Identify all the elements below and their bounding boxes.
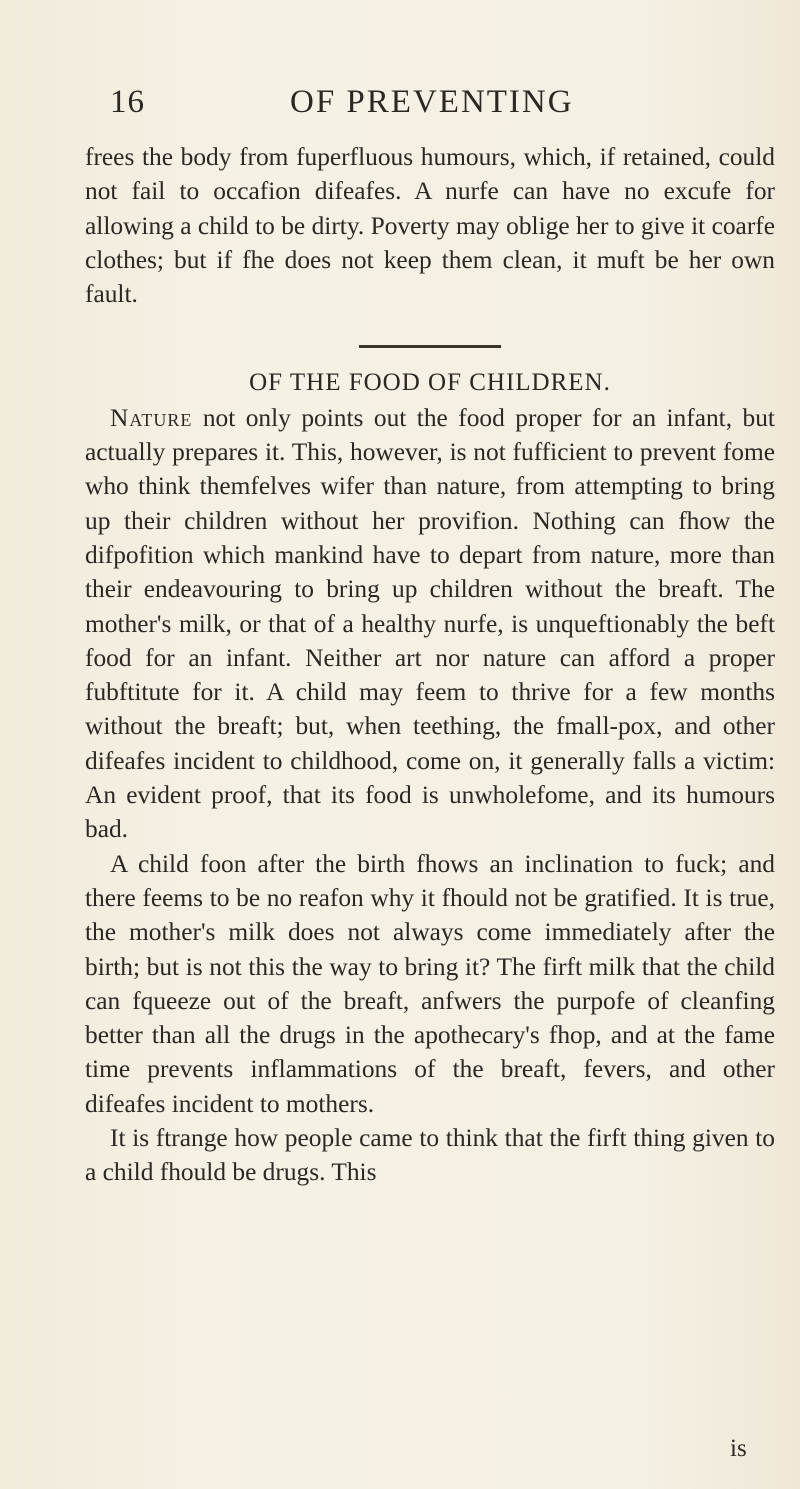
section-paragraph-3: It is ftrange how people came to think that the firft thing given to a child fhould be drugs. This [85,1124,775,1187]
section-paragraph-1 [85,401,775,847]
section-first-words: Nature [110,403,193,432]
body-text [85,140,775,1190]
section-title: OF THE FOOD OF CHILDREN. [249,369,611,397]
catchword: is [730,1435,747,1462]
opening-paragraph: frees the body from fuperfluous humours, which, if retained, could not fail to occafion difeafes. A nurfe can have no excufe for allowing a child to be dirty. Poverty may oblige her to give it coarfe clothes; but if fhe does not keep them clean, it muft be her own fault. [85,143,775,309]
section-paragraph-2: A child foon after the birth fhows an inclination to fuck; and there feems to be no reafon why it fhould not be gratified. It is true, the mother's milk does not always come immediately after the birth; but is not this the way to bring it? The firft milk that the child can fqueeze out of the breaft, anfwers the purpofe of cleanfing better than all the drugs in the apothecary's fhop, and at the fame time prevents inflammations of the breaft, fevers, and other difeafes incident to mothers. [85,849,775,1118]
page-header [110,70,750,130]
page-number: 16 [110,84,145,120]
section-divider [359,345,501,348]
running-head: OF PREVENTING [290,84,574,120]
section-paragraph-1-text: not only points out the food proper for an infant, but actually prepares it. This, however, is not fufficient to prevent fome who think themfelves wifer than nature, from attempting to bring up their children without her provifion. Nothing can fhow the difpofition which mankind have to depart from nature, more than their endeavouring to bring up children without the breaft. The mother's milk, or that of a healthy nurfe, is unqueftionably the beft food for an infant. Neither art nor nature can afford a proper fubftitute for it. A child may feem to thrive for a few months without the breaft; but, when teething, the fmall-pox, and other difeafes incident to childhood, come on, it generally falls a victim: An evident proof, that its food is unwholefome, and its humours bad. [85,403,775,844]
